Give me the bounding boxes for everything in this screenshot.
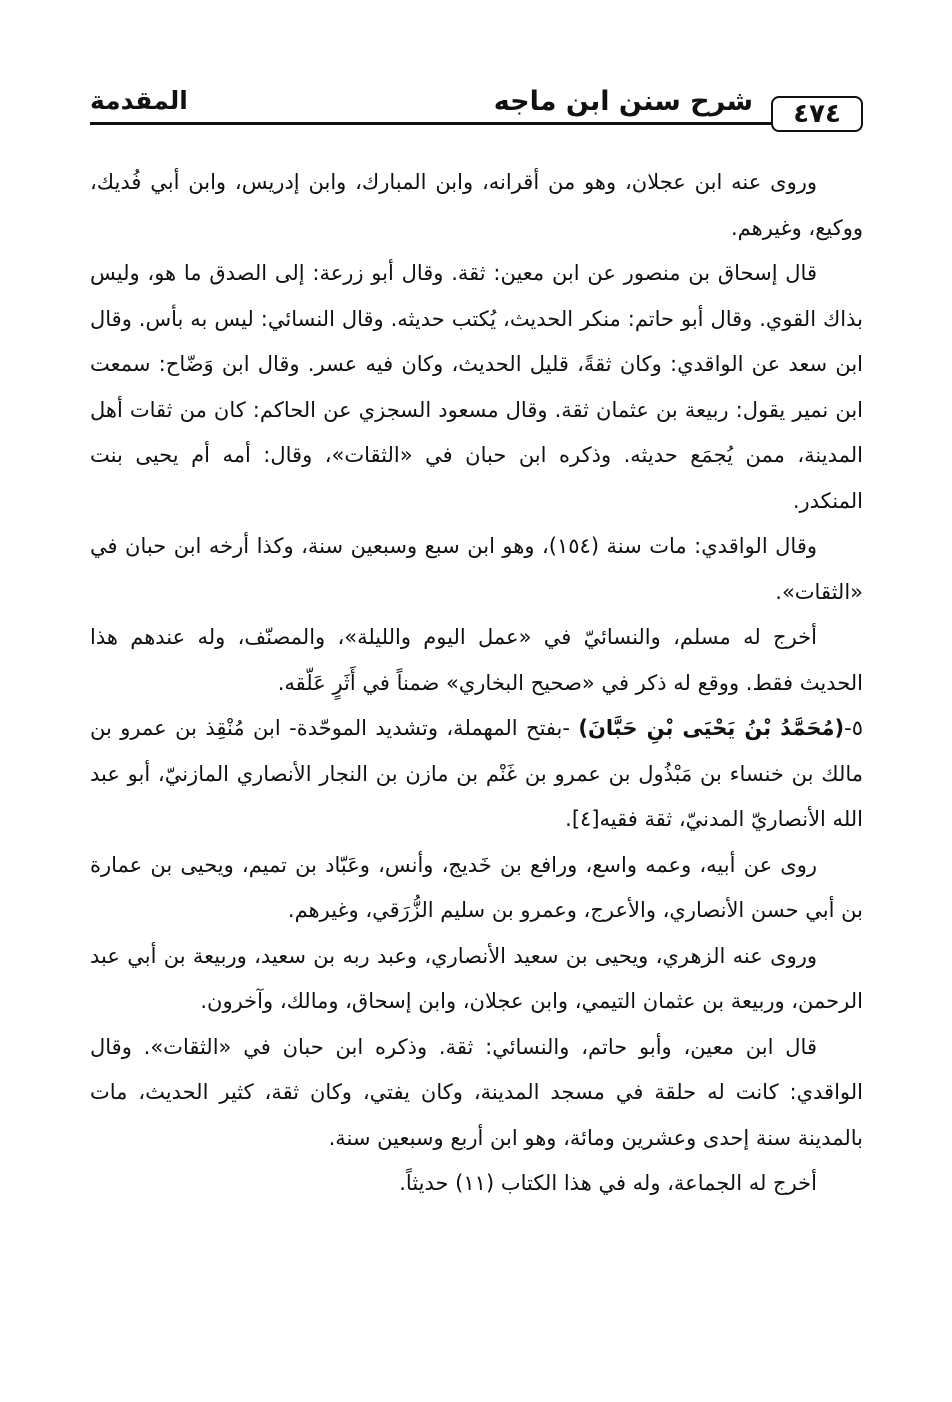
page-header xyxy=(90,82,863,132)
entry-number: ٥- xyxy=(844,716,863,740)
paragraph: أخرج له الجماعة، وله في هذا الكتاب (١١) حديثاً. xyxy=(399,1171,817,1195)
book-title: شرح سنن ابن ماجه xyxy=(493,86,753,117)
page-body xyxy=(90,160,863,1207)
paragraph: قال إسحاق بن منصور عن ابن معين: ثقة. وقال أبو زرعة: إلى الصدق ما هو، وليس بذاك القوي. وقال أبو حاتم: منكر الحديث، يُكتب حديثه. وقال النسائي: ليس به بأس. وقال ابن سعد عن الواقدي: وكان ثقةً، قليل الحديث، وكان فيه عسر. وقال ابن وَضّاح: سمعت ابن نمير يقول: ربيعة بن عثمان ثقة. وقال مسعود السجزي عن الحاكم: كان من ثقات أهل المدينة، ممن يُجمَع حديثه. وذكره ابن حبان في «الثقات»، وقال: أمه أم يحيى بنت المنكدر. xyxy=(90,261,863,513)
entry-text: -بفتح المهملة، وتشديد الموحّدة- ابن مُنْقِذ بن عمرو بن مالك بن خنساء بن مَبْذُول بن عمرو بن غَنْم بن مازن بن النجار الأنصاري المازنيّ، أبو عبد الله الأنصاريّ المدنيّ، ثقة فقيه[٤]. xyxy=(90,716,863,831)
section-title: المقدمة xyxy=(90,86,188,115)
paragraph: وروى عنه الزهري، ويحيى بن سعيد الأنصاري، وعبد ربه بن سعيد، وربيعة بن أبي عبد الرحمن، وربيعة بن عثمان التيمي، وابن عجلان، وابن إسحاق، ومالك، وآخرون. xyxy=(90,943,863,1013)
paragraph: وقال الواقدي: مات سنة (١٥٤)، وهو ابن سبع وسبعين سنة، وكذا أرخه ابن حبان في «الثقات». xyxy=(90,534,863,604)
paragraph: أخرج له مسلم، والنسائيّ في «عمل اليوم والليلة»، والمصنّف، وله عندهم هذا الحديث فقط. ووقع له ذكر في «صحيح البخاري» ضمناً في أَثَرٍ عَلّقه. xyxy=(90,625,863,695)
entry-name: (مُحَمَّدُ بْنُ يَحْيَى بْنِ حَبَّانَ) xyxy=(578,716,845,740)
narrator-entry xyxy=(90,706,863,843)
paragraph: روى عن أبيه، وعمه واسع، ورافع بن خَديج، وأنس، وعَبّاد بن تميم، ويحيى بن عمارة بن أبي حسن الأنصاري، والأعرج، وعمرو بن سليم الزُّرَقي، وغيرهم. xyxy=(90,852,863,922)
header-divider xyxy=(90,122,773,125)
paragraph: وروى عنه ابن عجلان، وهو من أقرانه، وابن المبارك، وابن إدريس، وابن أبي فُديك، ووكيع، وغيرهم. xyxy=(90,170,863,240)
page-number: ٤٧٤ xyxy=(771,96,863,132)
paragraph: قال ابن معين، وأبو حاتم، والنسائي: ثقة. وذكره ابن حبان في «الثقات». وقال الواقدي: كانت له حلقة في مسجد المدينة، وكان يفتي، وكان ثقة، كثير الحديث، مات بالمدينة سنة إحدى وعشرين ومائة، وهو ابن أربع وسبعين سنة. xyxy=(90,1034,863,1150)
